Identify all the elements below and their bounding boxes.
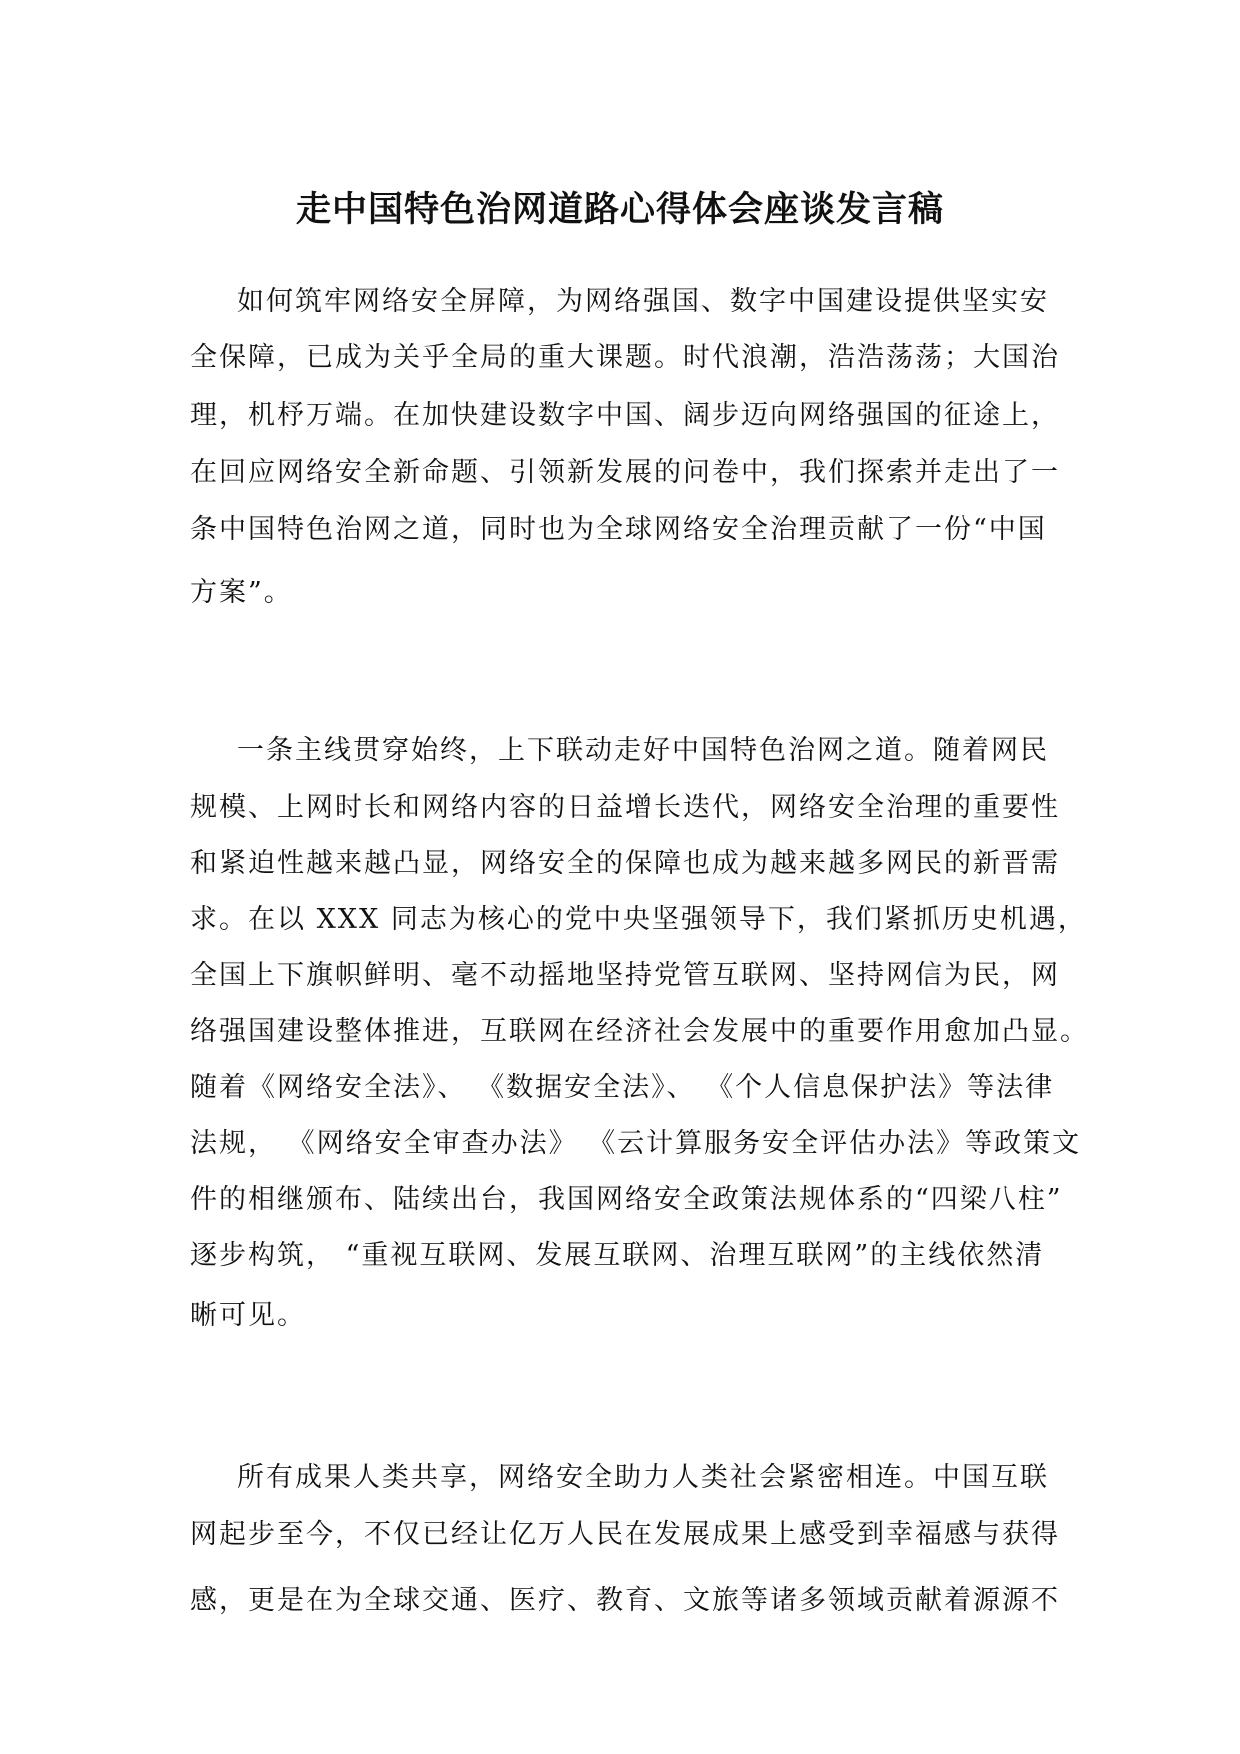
- paragraph-2-line-2: 规模、上网时长和网络内容的日益增长迭代，网络安全治理的重要性: [190, 792, 1060, 823]
- paragraph-1-line-4: 在回应网络安全新命题、引领新发展的问卷中，我们探索并走出了一: [190, 457, 1060, 488]
- paragraph-2-line-8: 法规， 《网络安全审查办法》 《云计算服务安全评估办法》等政策文: [190, 1128, 1082, 1159]
- paragraph-1-line-6: 方案”。: [190, 577, 293, 608]
- paragraph-1-line-1: 如何筑牢网络安全屏障，为网络强国、数字中国建设提供坚实安: [237, 286, 1049, 317]
- document-title: 走中国特色治网道路心得体会座谈发言稿: [295, 190, 944, 230]
- paragraph-3-line-3: 感，更是在为全球交通、医疗、教育、文旅等诸多领域贡献着源源不: [190, 1585, 1060, 1616]
- paragraph-2-line-1: 一条主线贯穿始终，上下联动走好中国特色治网之道。随着网民: [237, 735, 1049, 766]
- paragraph-2-line-7: 随着《网络安全法》、 《数据安全法》、 《个人信息保护法》等法律: [190, 1072, 1055, 1103]
- paragraph-3-line-1: 所有成果人类共享，网络安全助力人类社会紧密相连。中国互联: [237, 1462, 1049, 1493]
- paragraph-2-line-9: 件的相继颁布、陆续出台，我国网络安全政策法规体系的“四梁八柱”: [190, 1184, 1063, 1215]
- paragraph-2-line-6: 络强国建设整体推进，互联网在经济社会发展中的重要作用愈加凸显。: [190, 1016, 1089, 1047]
- paragraph-2-line-4: 求。在以 XXX 同志为核心的党中央坚强领导下，我们紧抓历史机遇，: [190, 904, 1087, 935]
- paragraph-1-line-2: 全保障，已成为关乎全局的重大课题。时代浪潮，浩浩荡荡；大国治: [190, 342, 1060, 373]
- paragraph-1-line-5: 条中国特色治网之道，同时也为全球网络安全治理贡献了一份“中国: [190, 514, 1047, 545]
- paragraph-3-line-2: 网起步至今，不仅已经让亿万人民在发展成果上感受到幸福感与获得: [190, 1519, 1060, 1550]
- paragraph-2-line-3: 和紧迫性越来越凸显，网络安全的保障也成为越来越多网民的新晋需: [190, 848, 1060, 879]
- paragraph-2-line-10: 逐步构筑， “重视互联网、发展互联网、治理互联网”的主线依然清: [190, 1240, 1045, 1271]
- paragraph-2-line-11: 晰可见。: [190, 1300, 306, 1331]
- paragraph-2-line-5: 全国上下旗帜鲜明、毫不动摇地坚持党管互联网、坚持网信为民，网: [190, 960, 1060, 991]
- paragraph-1-line-3: 理，机杼万端。在加快建设数字中国、阔步迈向网络强国的征途上，: [190, 400, 1060, 431]
